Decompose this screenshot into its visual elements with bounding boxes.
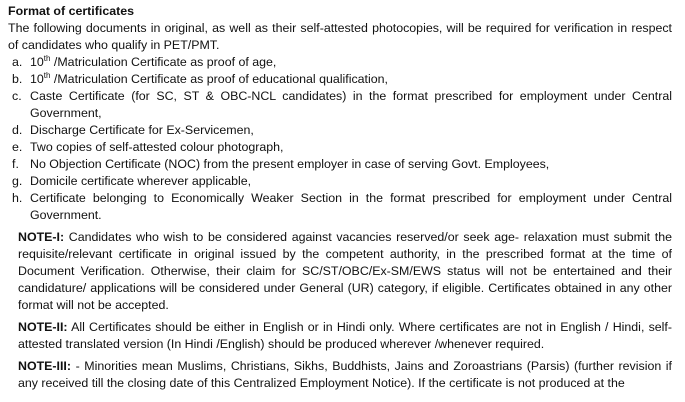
- list-marker: a.: [12, 55, 23, 69]
- item-text: /Matriculation Certificate as proof of age,: [50, 55, 277, 69]
- item-prefix: 10: [30, 55, 44, 69]
- item-text: No Objection Certificate (NOC) from the present employer in case of serving Govt. Employees,: [30, 157, 550, 171]
- note-label: NOTE-I:: [18, 230, 65, 244]
- list-marker: c.: [12, 89, 22, 103]
- list-marker: g.: [12, 174, 23, 188]
- item-prefix: 10: [30, 72, 44, 86]
- note-label: NOTE-III:: [18, 359, 71, 373]
- item-text: Caste Certificate (for SC, ST & OBC-NCL candidates) in the format prescribed for employment under Central Government,: [30, 89, 672, 120]
- item-superscript: th: [43, 71, 51, 80]
- note-text: Candidates who wish to be considered against vacancies reserved/or seek age- relaxation must submit the requisite/relevant certificate in original issued by the competent authority, in the prescribed format at the time of Document Verification. Otherwise, their claim for SC/ST/OBC/Ex-SM/EWS status will not be entertained and their candidature/ applications will be considered under General (UR) category, if eligible. Certificates obtained in any other format will not be accepted.: [18, 230, 672, 312]
- list-item: [8, 139, 672, 156]
- note-text: All Certificates should be either in English or in Hindi only. Where certificates are not in English / Hindi, self-attested translated version (In Hindi /English) should be produced wherever /whenever required.: [18, 320, 672, 351]
- list-item: [8, 88, 672, 122]
- list-item: [8, 156, 672, 173]
- list-item: [8, 173, 672, 190]
- certificate-list: [8, 54, 672, 224]
- list-marker: h.: [12, 191, 23, 205]
- list-item: [8, 190, 672, 224]
- list-marker: d.: [12, 123, 23, 137]
- item-text: Discharge Certificate for Ex-Servicemen,: [30, 123, 254, 137]
- item-text: Domicile certificate wherever applicable,: [30, 174, 252, 188]
- list-marker: f.: [12, 157, 19, 171]
- document-page: [8, 3, 672, 392]
- list-item: [8, 122, 672, 139]
- note-2: [8, 319, 672, 353]
- list-marker: b.: [12, 72, 23, 86]
- list-item: [8, 54, 672, 71]
- item-text: /Matriculation Certificate as proof of educational qualification,: [50, 72, 388, 86]
- item-text: Two copies of self-attested colour photograph,: [30, 140, 284, 154]
- intro-paragraph: The following documents in original, as well as their self-attested photocopies, will be required for verification in respect of candidates who qualify in PET/PMT.: [8, 21, 672, 52]
- note-label: NOTE-II:: [18, 320, 68, 334]
- list-marker: e.: [12, 140, 23, 154]
- list-item: [8, 71, 672, 88]
- note-text: - Minorities mean Muslims, Christians, Sikhs, Buddhists, Jains and Zoroastrians (Parsis) (further revision if any received till the closing date of this Centralized Employment Notice). If the certificate is not produced at the: [18, 359, 672, 390]
- note-3: [8, 358, 672, 392]
- item-superscript: th: [43, 54, 51, 63]
- section-heading: Format of certificates: [8, 4, 135, 18]
- note-1: [8, 229, 672, 314]
- item-text: Certificate belonging to Economically Weaker Section in the format prescribed for employment under Central Government.: [30, 191, 672, 222]
